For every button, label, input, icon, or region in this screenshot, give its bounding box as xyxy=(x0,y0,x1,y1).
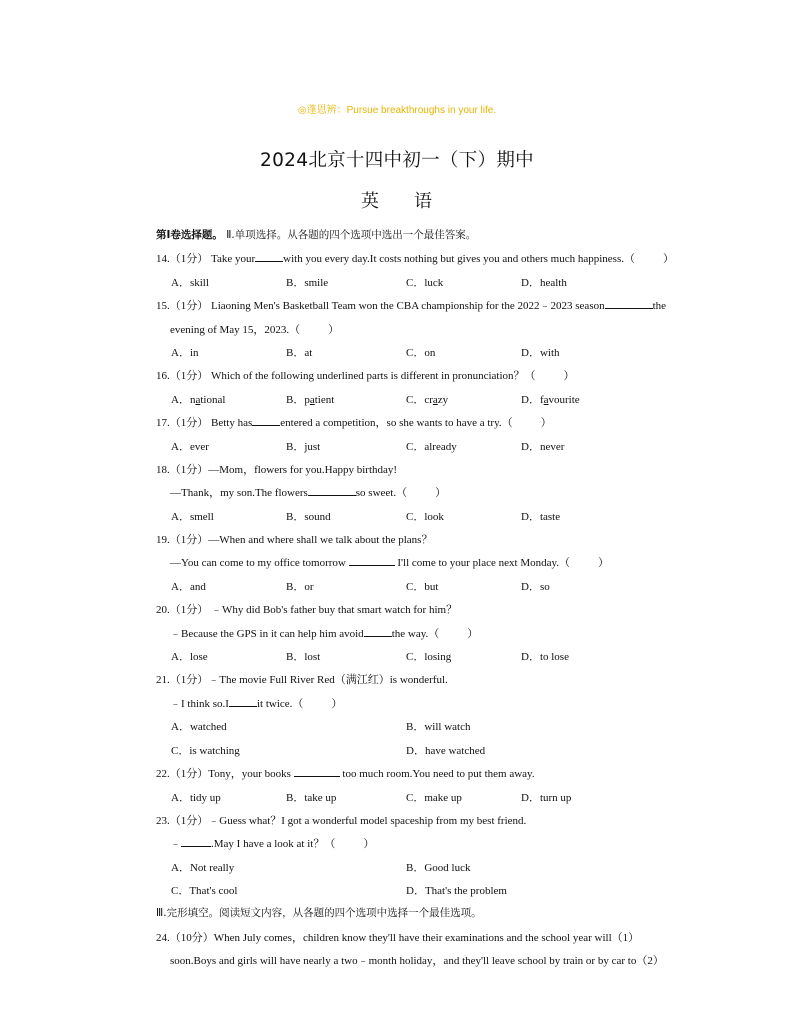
answer-blank[interactable] xyxy=(294,766,340,777)
option-22-a[interactable]: A．tidy up xyxy=(171,792,221,804)
option-16-a[interactable]: A．national xyxy=(171,394,226,406)
option-19-c[interactable]: C．but xyxy=(406,581,439,593)
subject-title: 英 语 xyxy=(361,191,433,212)
question-22: 22.（1分）Tony，your books too much room.You need to put them away. xyxy=(156,768,535,780)
option-17-b[interactable]: B．just xyxy=(286,441,321,453)
option-21-b[interactable]: B．will watch xyxy=(406,721,471,733)
option-15-b[interactable]: B．at xyxy=(286,347,313,359)
answer-blank[interactable] xyxy=(308,485,356,496)
option-16-d[interactable]: D．favourite xyxy=(521,394,580,406)
question-18-line2: —Thank，my son.The flowers so sweet.（ ） xyxy=(170,487,447,499)
question-15: 15.（1分） Liaoning Men's Basketball Team won the CBA championship for the 2022﹣2023 season the xyxy=(156,300,667,312)
question-20-line2: ﹣Because the GPS in it can help him avoid the way.（ ） xyxy=(170,628,479,640)
question-15-line2: evening of May 15，2023.（ ） xyxy=(170,324,340,336)
page-title: 2024北京十四中初一（下）期中 xyxy=(260,150,534,171)
answer-blank[interactable] xyxy=(364,626,392,637)
option-21-d[interactable]: D．have watched xyxy=(406,745,486,757)
option-19-a[interactable]: A．and xyxy=(171,581,206,593)
option-23-d[interactable]: D．That's the problem xyxy=(406,885,507,897)
option-14-a[interactable]: A．skill xyxy=(171,277,209,289)
question-17: 17.（1分） Betty has entered a competition，so she wants to have a try.（ ） xyxy=(156,417,552,429)
option-20-a[interactable]: A．lose xyxy=(171,651,208,663)
option-22-c[interactable]: C．make up xyxy=(406,792,462,804)
option-18-d[interactable]: D．taste xyxy=(521,511,561,523)
option-18-b[interactable]: B．sound xyxy=(286,511,331,523)
question-14: 14.（1分） Take your with you every day.It costs nothing but gives you and others much happiness.（ ） xyxy=(156,253,674,265)
answer-blank[interactable] xyxy=(255,251,283,262)
option-21-a[interactable]: A．watched xyxy=(171,721,227,733)
option-20-d[interactable]: D．to lose xyxy=(521,651,569,663)
answer-blank[interactable] xyxy=(252,415,280,426)
option-15-d[interactable]: D．with xyxy=(521,347,560,359)
section-header-choice: 第I卷选择题。 Ⅱ.单项选择。从各题的四个选项中选出一个最佳答案。 xyxy=(156,229,477,241)
option-22-d[interactable]: D．turn up xyxy=(521,792,572,804)
question-21-line2: ﹣I think so.I it twice.（ ） xyxy=(170,698,343,710)
option-15-c[interactable]: C．on xyxy=(406,347,436,359)
question-23: 23.（1分）﹣Guess what？I got a wonderful model spaceship from my best friend. xyxy=(156,815,527,827)
option-17-a[interactable]: A．ever xyxy=(171,441,209,453)
option-23-c[interactable]: C．That's cool xyxy=(171,885,238,897)
question-16: 16.（1分） Which of the following underlined parts is different in pronunciation？（ ） xyxy=(156,370,575,382)
option-18-a[interactable]: A．smell xyxy=(171,511,214,523)
option-14-c[interactable]: C．luck xyxy=(406,277,444,289)
option-22-b[interactable]: B．take up xyxy=(286,792,337,804)
option-14-b[interactable]: B．smile xyxy=(286,277,329,289)
question-24-line2: soon.Boys and girls will have nearly a two﹣month holiday，and they'll leave school by train or by car to（2） xyxy=(170,955,664,967)
option-23-b[interactable]: B．Good luck xyxy=(406,862,471,874)
question-24: 24.（10分）When July comes，children know they'll have their examinations and the school year will（1） xyxy=(156,932,640,944)
question-19: 19.（1分）—When and where shall we talk about the plans？ xyxy=(156,534,433,546)
option-20-b[interactable]: B．lost xyxy=(286,651,321,663)
option-21-c[interactable]: C．is watching xyxy=(171,745,240,757)
option-15-a[interactable]: A．in xyxy=(171,347,199,359)
question-21: 21.（1分）﹣The movie Full River Red（满江红）is wonderful. xyxy=(156,674,448,686)
option-23-a[interactable]: A．Not really xyxy=(171,862,235,874)
question-19-line2: —You can come to my office tomorrow I'll come to your place next Monday.（ ） xyxy=(170,557,610,569)
option-19-b[interactable]: B．or xyxy=(286,581,314,593)
answer-blank[interactable] xyxy=(605,298,653,309)
option-18-c[interactable]: C．look xyxy=(406,511,444,523)
question-18: 18.（1分）—Mom，flowers for you.Happy birthday! xyxy=(156,464,398,476)
option-16-c[interactable]: C．crazy xyxy=(406,394,449,406)
option-19-d[interactable]: D．so xyxy=(521,581,550,593)
option-16-b[interactable]: B．patient xyxy=(286,394,335,406)
section-header-cloze: Ⅲ.完形填空。阅读短文内容，从各题的四个选项中选择一个最佳选项。 xyxy=(156,907,482,919)
option-17-d[interactable]: D．never xyxy=(521,441,565,453)
option-17-c[interactable]: C．already xyxy=(406,441,457,453)
option-14-d[interactable]: D．health xyxy=(521,277,567,289)
option-20-c[interactable]: C．losing xyxy=(406,651,452,663)
answer-blank[interactable] xyxy=(181,836,211,847)
watermark: ◎蓬恩辨：Pursue breakthroughs in your life. xyxy=(297,105,497,116)
question-20: 20.（1分） ﹣Why did Bob's father buy that smart watch for him？ xyxy=(156,604,458,616)
question-23-line2: ﹣ .May I have a look at it？（ ） xyxy=(170,838,375,850)
answer-blank[interactable] xyxy=(349,555,395,566)
answer-blank[interactable] xyxy=(229,696,257,707)
